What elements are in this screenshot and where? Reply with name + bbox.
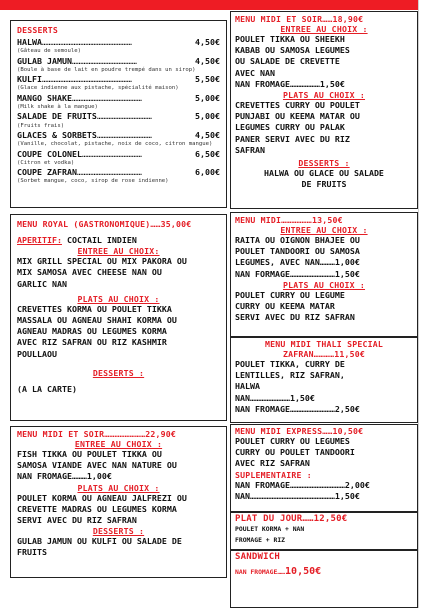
menu-express-title: MENU MIDI EXPRESS……10,50€ (235, 426, 364, 436)
menu-express-supp-title: SUPLEMENTAIRE : (235, 469, 312, 480)
menu-1890-title: MENU MIDI ET SOIR……18,90€ (235, 14, 364, 24)
menu-2290-desserts-line: GULAB JAMUN OU KULFI OU SALADE DE (17, 536, 182, 547)
dessert-item-leader: ………………………………… (76, 167, 142, 178)
menu-royal-aperitif-label: APERITIF: (17, 235, 62, 245)
menu-1890-plats-title: PLATS AU CHOIX : (282, 90, 366, 101)
menu-1350-entree-line: RAITA OU OIGNON BHAJEE OU (235, 235, 360, 245)
menu-royal-entree-line: MIX SAMOSA AVEC CHEESE NAN OU (17, 267, 162, 278)
menu-2290-plats-title: PLATS AU CHOIX : (77, 482, 160, 493)
menu-2290-entree-line: FISH TIKKA OU POULET TIKKA OU (17, 449, 162, 459)
menu-1350-nan-fromage-line: NAN FORMAGE………………………1,50€ (235, 268, 360, 279)
desserts-box (10, 20, 227, 208)
menu-thali-fromage-line: NAN FROMAGE………………………2,50€ (235, 403, 360, 414)
dessert-item (17, 37, 220, 48)
plat-du-jour-line: POULET KORMA + NAN (235, 525, 305, 533)
dessert-item (17, 56, 220, 67)
menu-1350-entree-title: ENTREE AU CHOIX : (280, 225, 368, 235)
menu-1890-desserts-title: DESSERTS : (298, 158, 350, 169)
menu-express-supp-line: NAN……………………………………………1,50€ (235, 490, 360, 501)
dessert-item-leader: …………………………… (96, 111, 152, 122)
menu-midi-soir-2290-box (10, 426, 227, 578)
dessert-item-price: 5,50€ (195, 74, 220, 85)
sandwich-nan-label: NAN FROMAGE…… (235, 568, 286, 576)
right-margin-strip (418, 0, 431, 608)
dessert-item-name: COUPE COLONEL (17, 148, 82, 159)
menu-1890-entree-title: ENTREE AU CHOIX : (280, 24, 368, 34)
dessert-item-price: 5,00€ (195, 111, 220, 122)
dessert-item (17, 111, 220, 122)
dessert-item-price: 6,50€ (195, 148, 220, 159)
dessert-item-note: (Sorbet mangue, coco, sirop de rose indienne) (17, 178, 169, 185)
menu-1350-title: MENU MIDI………………13,50€ (235, 215, 343, 225)
dessert-item (17, 149, 220, 160)
menu-2290-entree-title: ENTREE AU CHOIX : (74, 439, 163, 449)
dessert-item-note: (Boule à base de lait en poudre trempé dans un sirop) (17, 66, 196, 73)
dessert-item-leader: ………………………………… (71, 55, 137, 66)
menu-thali-line: POULET TIKKA, CURRY DE (235, 359, 345, 369)
menu-2290-plats-line: SERVI AVEC DU RIZ SAFRAN (17, 515, 137, 526)
menu-1890-entree-line: KABAB OU SAMOSA LEGUMES (235, 45, 350, 56)
dessert-item-name: HALWA (17, 37, 42, 47)
dessert-item-name: GULAB JAMUN (17, 55, 72, 66)
menu-1890-desserts-line: HALWA OU GLACE OU SALADE (264, 168, 384, 179)
dessert-item (17, 74, 220, 85)
dessert-item-name: SALADE DE FRUITS (17, 111, 97, 122)
dessert-item (17, 167, 220, 178)
dessert-item-note: (Vanille, chocolat, pistache, noix de coco, citron mangue) (17, 141, 213, 148)
menu-1890-plats-line: PUNJABI OU KEEMA MATAR OU (235, 111, 360, 122)
menu-thali-line: HALWA (235, 381, 260, 392)
dessert-item-name: GLACES & SORBETS (17, 130, 97, 141)
menu-royal-plats-line: CREVETTES KORMA OU POULET TIKKA (17, 303, 172, 314)
menu-royal-aperitif-value: COCTAIL INDIEN (61, 235, 137, 245)
menu-express-box (230, 424, 418, 512)
menu-express-line: CURRY OU POULET TANDOORI (235, 447, 355, 458)
menu-thali-title: MENU MIDI THALI SPECIAL (265, 339, 383, 349)
menu-royal-plats-line: AVEC RIZ SAFRAN OU RIZ KASHMIR (17, 337, 167, 348)
dessert-item-note: (Citron et vodka) (17, 159, 75, 166)
sandwich-nan-price: 10,50€ (285, 566, 322, 577)
menu-express-line: AVEC RIZ SAFRAN (235, 458, 310, 469)
menu-royal-desserts-title: DESSERTS : (92, 367, 145, 378)
dessert-item (17, 93, 220, 104)
dessert-item-price: 4,50€ (195, 55, 220, 66)
sandwich-box (230, 550, 418, 608)
menu-2290-desserts-title: DESSERTS : (92, 526, 145, 537)
top-red-bar (0, 0, 431, 10)
dessert-item-leader: ……………………………… (81, 148, 142, 159)
menu-royal-plats-line: MASSALA OU AGNEAU SHAHI KORMA OU (17, 315, 177, 326)
menu-royal-entree-title: ENTREE AU CHOIX: (77, 246, 160, 257)
menu-2290-title: MENU MIDI ET SOIR……………………22,90€ (17, 429, 177, 439)
menu-2290-plats-line: POULET KORMA OU AGNEAU JALFREZI OU (17, 492, 187, 503)
dessert-item-name: COUPE ZAFRAN (17, 167, 77, 178)
menu-express-supp-line: NAN FROMAGE……………………………2,00€ (235, 479, 370, 490)
menu-thali-box (230, 337, 418, 423)
dessert-item-price: 4,50€ (195, 130, 220, 141)
menu-royal-plats-line: POULLAOU (17, 348, 57, 359)
dessert-item-note: (Gâteau de semoule) (17, 48, 81, 55)
dessert-item-note: (Glace indienne aux pistache, spécialité maison) (17, 85, 179, 92)
menu-1350-entree-line: POULET TANDOORI OU SAMOSA (235, 246, 360, 257)
menu-2290-plats-line: CREVETTE MADRAS OU LEGUMES KORMA (17, 503, 177, 514)
menu-1890-entree-line: AVEC NAN (235, 67, 275, 78)
menu-thali-title-price: ZAFRAN…………11,50€ (282, 349, 366, 359)
menu-thali-nan-line: NAN……………………1,50€ (235, 392, 315, 403)
plat-du-jour-box (230, 512, 418, 550)
menu-royal-desserts-value: (A LA CARTE) (17, 383, 77, 394)
dessert-item-price: 5,00€ (195, 92, 220, 103)
menu-1890-entree-line: POULET TIKKA OU SHEEKH (235, 34, 345, 44)
dessert-item-leader: …………………………………… (71, 92, 142, 103)
dessert-item-name: KULFI (17, 74, 42, 85)
dessert-item-note: (Milk shake à la mangue) (17, 104, 98, 111)
menu-1890-plats-line: SAFRAN (235, 144, 265, 155)
menu-express-line: POULET CURRY OU LEGUMES (235, 436, 350, 446)
menu-1350-plats-title: PLATS AU CHOIX : (282, 279, 366, 290)
menu-1890-plats-line: CREVETTES CURRY OU POULET (235, 100, 360, 111)
menu-2290-nan-line: NAN FROMAGE………1,00€ (17, 471, 112, 482)
menu-1890-plats-line: LEGUMES CURRY OU PALAK (235, 122, 345, 133)
menu-royal-aperitif (17, 235, 220, 246)
menu-thali-line: LENTILLES, RIZ SAFRAN, (235, 370, 345, 381)
dessert-item-leader: …………………………… (96, 130, 152, 141)
dessert-list (17, 37, 220, 186)
menu-royal-plats-line: AGNEAU MADRAS OU LEGUMES KORMA (17, 326, 167, 337)
dessert-item-leader: ……………………………………………… (41, 74, 132, 85)
menu-1350-nan-line: LEGUMES, AVEC NAN………1,00€ (235, 257, 360, 268)
dessert-item-name: MANGO SHAKE (17, 92, 72, 103)
menu-1890-nan-line: NAN FROMAGE………………1,50€ (235, 78, 345, 89)
menu-1350-plats-line: POULET CURRY OU LEGUME (235, 289, 345, 300)
sandwich-title: SANDWICH (235, 552, 280, 562)
menu-1350-plats-line: SERVI AVEC DU RIZ SAFRAN (235, 312, 355, 323)
menu-royal-entree-line: MIX GRILL SPECIAL OU MIX PAKORA OU (17, 256, 187, 267)
menu-2290-desserts-line: FRUITS (17, 547, 47, 558)
menu-royal-title: MENU ROYAL (GASTRONOMIQUE)……35,00€ (17, 219, 192, 229)
menu-midi-soir-1890-box (230, 11, 418, 209)
menu-1890-desserts-line: DE FRUITS (301, 179, 347, 190)
menu-1890-plats-line: PANER SERVI AVEC DU RIZ (235, 133, 350, 144)
menu-royal-entree-line: GARLIC NAN (17, 278, 67, 289)
dessert-item-price: 4,50€ (195, 37, 220, 47)
menu-royal-box (10, 214, 227, 421)
menu-2290-entree-line: SAMOSA VIANDE AVEC NAN NATURE OU (17, 460, 177, 471)
dessert-item-note: (Fruits frais) (17, 122, 65, 129)
plat-du-jour-line: FROMAGE + RIZ (235, 536, 286, 544)
menu-midi-1350-box (230, 212, 418, 337)
dessert-item-price: 6,00€ (195, 167, 220, 178)
sandwich-nan-line (235, 566, 413, 578)
menu-1350-plats-line: CURRY OU KEEMA MATAR (235, 301, 335, 312)
dessert-item (17, 130, 220, 141)
menu-1890-entree-line: OU SALADE DE CREVETTE (235, 56, 340, 67)
menu-royal-plats-title: PLATS AU CHOIX : (77, 293, 160, 304)
dessert-item-leader: ……………………………………………… (41, 37, 132, 47)
desserts-title: DESSERTS (17, 25, 59, 35)
plat-du-jour-title: PLAT DU JOUR……12,50€ (235, 514, 348, 524)
